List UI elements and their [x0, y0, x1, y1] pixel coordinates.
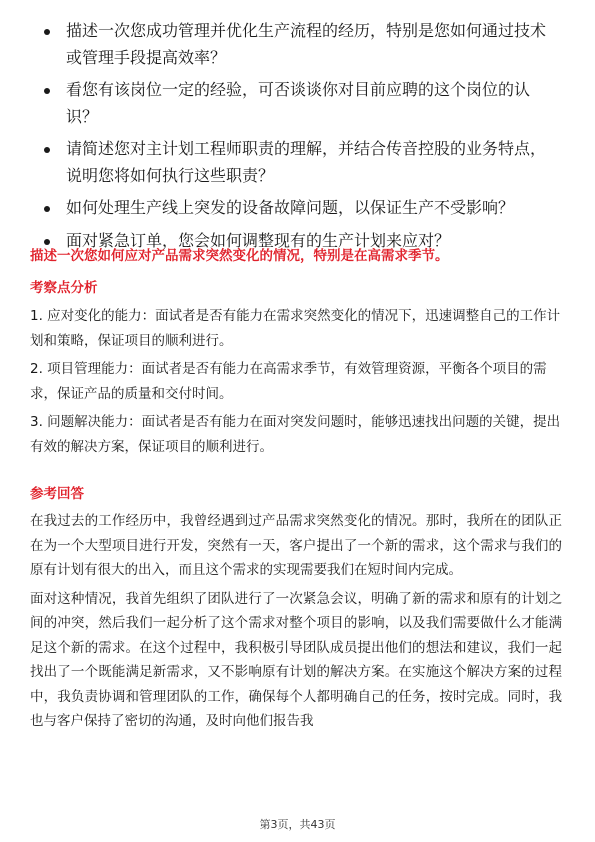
list-item-text: 请简述您对主计划工程师职责的理解，并结合传音控股的业务特点，说明您将如何执行这些职责？ — [66, 139, 547, 185]
list-item-text: 看您有该岗位一定的经验，可否谈谈你对目前应聘的这个岗位的认识？ — [66, 80, 531, 126]
page-footer: 第3页，共43页 — [259, 818, 336, 831]
question-title: 描述一次您如何应对产品需求突然变化的情况，特别是在高需求季节。 — [30, 248, 449, 264]
bullet-icon — [44, 29, 50, 35]
analysis-point: 1. 应对变化的能力：面试者是否有能力在需求突然变化的情况下，迅速调整自己的工作计划和策略，保证项目的顺利进行。 — [30, 308, 561, 349]
list-item — [44, 195, 560, 222]
question-list — [44, 18, 560, 260]
analysis-heading: 考察点分析 — [30, 280, 98, 296]
list-item — [44, 136, 560, 189]
bullet-icon — [44, 88, 50, 94]
list-item — [44, 77, 560, 130]
analysis-points — [30, 304, 562, 463]
list-item-text: 如何处理生产线上突发的设备故障问题，以保证生产不受影响？ — [66, 198, 515, 217]
analysis-point: 3. 问题解决能力：面试者是否有能力在面对突发问题时，能够迅速找出问题的关键，提出有效的解决方案，保证项目的顺利进行。 — [30, 414, 561, 455]
list-item — [44, 18, 560, 71]
analysis-point: 2. 项目管理能力：面试者是否有能力在高需求季节，有效管理资源，平衡各个项目的需求，保证产品的质量和交付时间。 — [30, 361, 547, 402]
bullet-icon — [44, 147, 50, 153]
bullet-icon — [44, 206, 50, 212]
reference-heading: 参考回答 — [30, 486, 84, 502]
list-item-text: 描述一次您成功管理并优化生产流程的经历，特别是您如何通过技术或管理手段提高效率？ — [66, 21, 547, 67]
list-item-text: 面对紧急订单，您会如何调整现有的生产计划来应对？ — [66, 230, 451, 250]
reference-answer — [30, 509, 562, 738]
answer-paragraph: 在我过去的工作经历中，我曾经遇到过产品需求突然变化的情况。那时，我所在的团队正在为一个大型项目进行开发，突然有一天，客户提出了一个新的需求，这个需求与我们的原有计划有很大的出入，而且这个需求的实现需要我们在短时间内完成。 — [30, 513, 562, 578]
bullet-icon — [44, 239, 50, 245]
answer-paragraph: 面对这种情况，我首先组织了团队进行了一次紧急会议，明确了新的需求和原有的计划之间的冲突，然后我们一起分析了这个需求对整个项目的影响，以及我们需要做什么才能满足这个新的需求。在这个过程中，我积极引导团队成员提出他们的想法和建议，我们一起找出了一个既能满足新需求，又不影响原有计划的解决方案。在实施这个解决方案的过程中，我负责协调和管理团队的工作，确保每个人都明确自己的任务，按时完成。同时，我也与客户保持了密切的沟通，及时向他们报告我 — [30, 590, 562, 729]
